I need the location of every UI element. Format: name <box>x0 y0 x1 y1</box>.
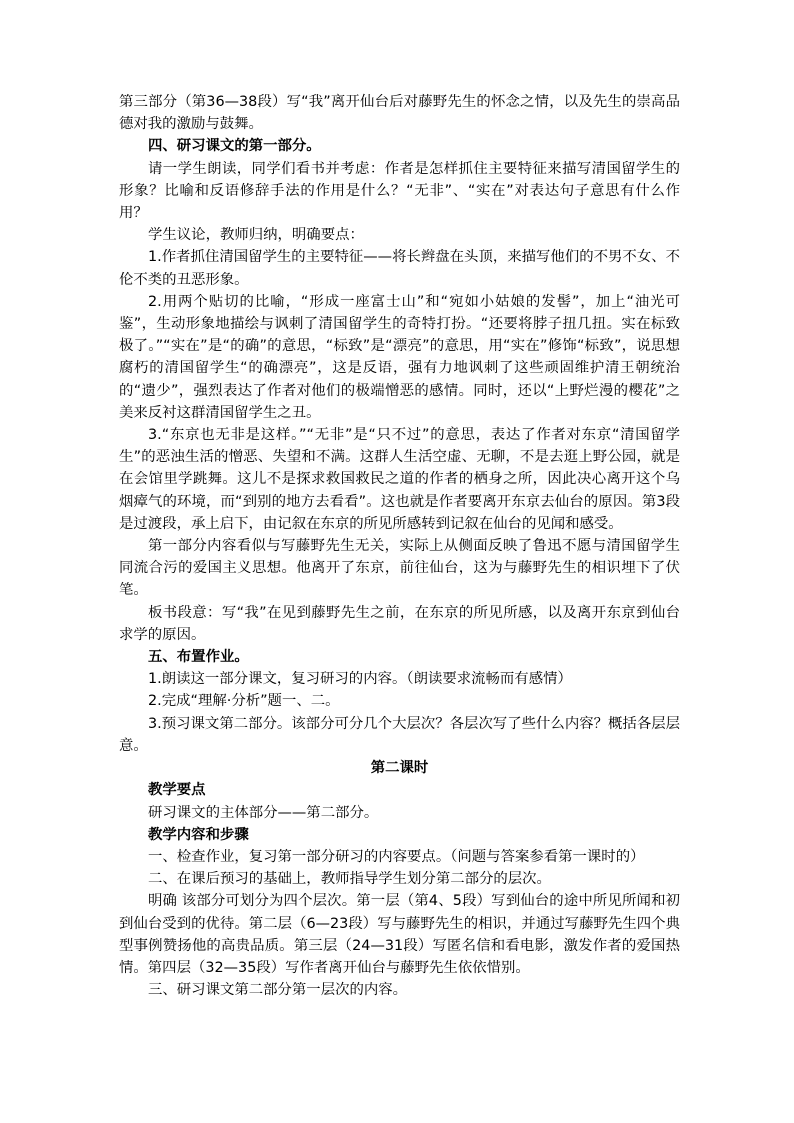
document-page <box>119 91 680 1001</box>
paragraph-teaching-points: 研习课文的主体部分——第二部分。 <box>148 804 379 821</box>
paragraph-board-summary: 板书段意：写“我”在见到藤野先生之前，在东京的所见所感，以及离开东京到仙台求学的原因。 <box>119 604 680 643</box>
paragraph-homework-1: 1.朗读这一部分课文，复习研习的内容。（朗读要求流畅而有感情） <box>148 671 572 688</box>
heading-homework: 五、布置作业。 <box>148 649 249 666</box>
paragraph-step-3: 三、研习课文第二部分第一层次的内容。 <box>148 982 408 999</box>
paragraph-discussion: 学生议论，教师归纳，明确要点： <box>148 227 364 244</box>
paragraph-layers-explained: 明确 该部分可划分为四个层次。第一层（第4、5段）写到仙台的途中所见所闻和初到仙台受到的优待。第二层（6—23段）写与藤野先生的相识，并通过写藤野先生四个典型事例赞扬他的高贵品质。第三层（24—31段）写匿名信和看电影，激发作者的爱国热情。第四层（32—35段）写作者离开仙台与藤野先生依依惜别。 <box>119 893 680 976</box>
paragraph-homework-3: 3.预习课文第二部分。该部分可分几个大层次？各层次写了些什么内容？概括各层层意。 <box>119 715 680 754</box>
paragraph-point-2: 2.用两个贴切的比喻，“形成一座富士山”和“宛如小姑娘的发髻”，加上“油光可鉴”，生动形象地描绘与讽刺了清国留学生的奇特打扮。“还要将脖子扭几扭。实在标致极了。”“实在”是“的确”的意思，“标致”是“漂亮”的意思，用“实在”修饰“标致”，说思想腐朽的清国留学生“的确漂亮”，这是反语，强有力地讽刺了这些顽固维护清王朝统治的“遗少”，强烈表达了作者对他们的极端憎恶的感情。同时，还以“上野烂漫的樱花”之美来反衬这群清国留学生之丑。 <box>119 293 680 421</box>
section-title-second-lesson: 第二课时 <box>370 760 429 777</box>
paragraph-homework-2: 2.完成“理解·分析”题一、二。 <box>148 693 340 710</box>
heading-teaching-points: 教学要点 <box>148 782 206 799</box>
heading-teaching-steps: 教学内容和步骤 <box>148 826 249 843</box>
paragraph-step-1: 一、检查作业，复习第一部分研习的内容要点。（问题与答案参看第一课时的） <box>148 848 645 865</box>
paragraph-part-three-summary: 第三部分（第36—38段）写“我”离开仙台后对藤野先生的怀念之情，以及先生的崇高品德对我的激励与鼓舞。 <box>119 94 680 133</box>
paragraph-point-1: 1.作者抓住清国留学生的主要特征——将长辫盘在头顶，来描写他们的不男不女、不伦不类的丑恶形象。 <box>119 249 680 288</box>
paragraph-point-3: 3.“东京也无非是这样。”“无非”是“只不过”的意思，表达了作者对东京“清国留学生”的恶浊生活的憎恶、失望和不满。这群人生活空虚、无聊，不是去逛上野公园，就是在会馆里学跳舞。这儿不是探求救国救民之道的作者的栖身之所，因此决心离开这个乌烟瘴气的环境，而“到别的地方去看看”。这也就是作者要离开东京去仙台的原因。第3段是过渡段，承上启下，由记叙在东京的所见所感转到记叙在仙台的见闻和感受。 <box>119 427 680 532</box>
paragraph-part-one-meaning: 第一部分内容看似与写藤野先生无关，实际上从侧面反映了鲁迅不愿与清国留学生同流合污的爱国主义思想。他离开了东京，前往仙台，这为与藤野先生的相识埋下了伏笔。 <box>119 538 680 599</box>
paragraph-step-2: 二、在课后预习的基础上，教师指导学生划分第二部分的层次。 <box>148 871 551 888</box>
heading-study-part-one: 四、研习课文的第一部分。 <box>148 138 321 155</box>
paragraph-reading-questions: 请一学生朗读，同学们看书并考虑：作者是怎样抓住主要特征来描写清国留学生的形象？比喻和反语修辞手法的作用是什么？“无非”、“实在”对表达句子意思有什么作用？ <box>119 160 680 222</box>
